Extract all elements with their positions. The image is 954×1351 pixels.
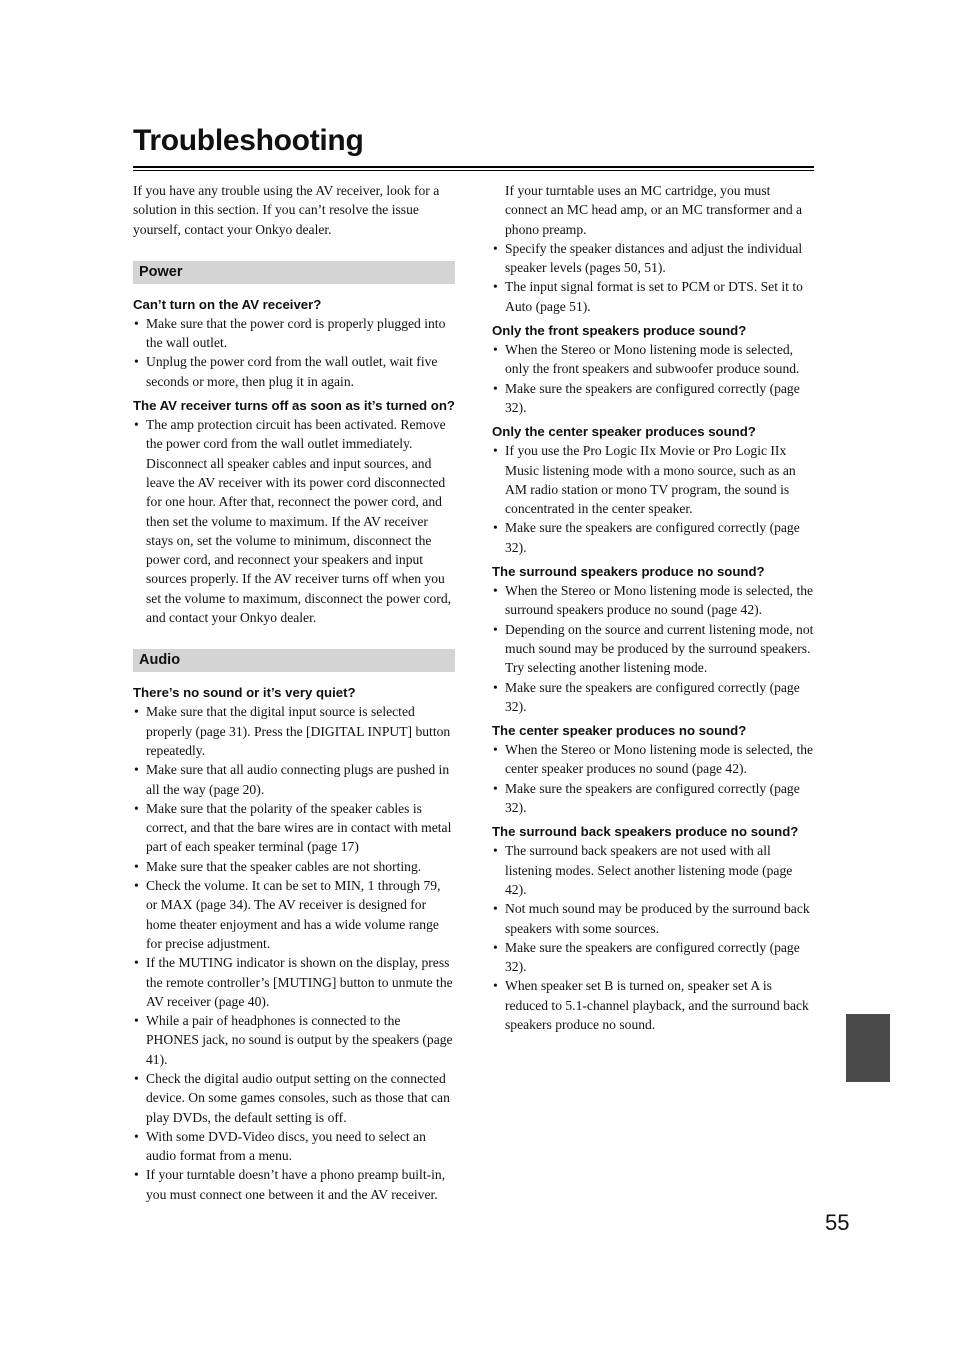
answer-list xyxy=(492,340,815,417)
answer-list xyxy=(492,581,815,716)
list-item-continuation: If your turntable uses an MC cartridge, you must connect an MC head amp, or an MC transformer and a phono preamp. xyxy=(505,183,803,237)
question-no-sound: There’s no sound or it’s very quiet? xyxy=(133,685,356,701)
answer-list xyxy=(133,314,455,391)
question-surround-back-no-sound: The surround back speakers produce no sound? xyxy=(492,824,799,840)
list-item: • Specify the speaker distances and adjust the individual speaker levels (pages 50, 51). xyxy=(492,239,815,278)
intro-paragraph: If you have any trouble using the AV receiver, look for a solution in this section. If you can’t resolve the issue yourself, contact your Onkyo dealer. xyxy=(133,183,440,237)
list-item: • Depending on the source and current listening mode, not much sound may be produced by the surround speakers. Try selecting another listening mode. xyxy=(492,620,815,678)
question-turns-off: The AV receiver turns off as soon as it’s turned on? xyxy=(133,398,455,414)
question-surround-no-sound: The surround speakers produce no sound? xyxy=(492,564,765,580)
list-item: • Make sure the speakers are configured correctly (page 32). xyxy=(492,678,815,717)
chapter-tab-marker xyxy=(846,1014,890,1082)
question-only-front: Only the front speakers produce sound? xyxy=(492,323,747,339)
list-item: • If the MUTING indicator is shown on the display, press the remote controller’s [MUTING] button to unmute the AV receiver (page 40). xyxy=(133,953,455,1011)
list-item: • Make sure that the power cord is properly plugged into the wall outlet. xyxy=(133,314,455,353)
list-item: • Not much sound may be produced by the surround back speakers with some sources. xyxy=(492,899,815,938)
list-item: • Check the volume. It can be set to MIN, 1 through 79, or MAX (page 34). The AV receiver is designed for home theater enjoyment and has a wide volume range for precise adjustment. xyxy=(133,876,455,953)
list-item: • Make sure the speakers are configured correctly (page 32). xyxy=(492,779,815,818)
answer-list xyxy=(492,841,815,1034)
answer-list xyxy=(133,702,455,1204)
list-item: • Unplug the power cord from the wall outlet, wait five seconds or more, then plug it in again. xyxy=(133,352,455,391)
list-item: • If you use the Pro Logic IIx Movie or Pro Logic IIx Music listening mode with a mono source, such as an AM radio station or mono TV program, the sound is concentrated in the center speaker. xyxy=(492,441,815,518)
page-number: 55 xyxy=(825,1210,850,1235)
list-item: • When the Stereo or Mono listening mode is selected, only the front speakers and subwoofer produce sound. xyxy=(492,340,815,379)
question-cant-turn-on: Can’t turn on the AV receiver? xyxy=(133,296,322,312)
answer-list xyxy=(133,415,455,627)
list-item: • The surround back speakers are not used with all listening modes. Select another listening mode (page 42). xyxy=(492,841,815,899)
list-item: • When speaker set B is turned on, speaker set A is reduced to 5.1-channel playback, and the surround back speakers produce no sound. xyxy=(492,976,815,1034)
section-heading-audio: Audio xyxy=(133,649,455,672)
list-item: • If your turntable doesn’t have a phono preamp built-in, you must connect one between it and the AV receiver. xyxy=(133,1165,455,1204)
list-item: • Make sure the speakers are configured correctly (page 32). xyxy=(492,518,815,557)
left-column xyxy=(133,181,455,1209)
list-item: • Check the digital audio output setting on the connected device. On some games consoles, such as those that can play DVDs, the default setting is off. xyxy=(133,1069,455,1127)
section-heading-power: Power xyxy=(133,261,455,284)
list-item: • With some DVD-Video discs, you need to select an audio format from a menu. xyxy=(133,1127,455,1166)
question-only-center: Only the center speaker produces sound? xyxy=(492,424,756,440)
answer-list xyxy=(492,740,815,817)
list-item: • Make sure that the speaker cables are not shorting. xyxy=(133,857,455,876)
question-center-no-sound: The center speaker produces no sound? xyxy=(492,723,747,739)
right-column xyxy=(492,181,815,1039)
list-item: • When the Stereo or Mono listening mode is selected, the center speaker produces no sound (page 42). xyxy=(492,740,815,779)
title-divider xyxy=(133,166,814,171)
list-item: • The input signal format is set to PCM or DTS. Set it to Auto (page 51). xyxy=(492,277,815,316)
list-item: • Make sure the speakers are configured correctly (page 32). xyxy=(492,938,815,977)
answer-list xyxy=(492,441,815,557)
list-item: • When the Stereo or Mono listening mode is selected, the surround speakers produce no sound (page 42). xyxy=(492,581,815,620)
list-item: • Make sure that the digital input source is selected properly (page 31). Press the [DIGITAL INPUT] button repeatedly. xyxy=(133,702,455,760)
list-item: • Make sure that the polarity of the speaker cables is correct, and that the bare wires are in contact with metal part of each speaker terminal (page 17) xyxy=(133,799,455,857)
list-item: • Make sure that all audio connecting plugs are pushed in all the way (page 20). xyxy=(133,760,455,799)
list-item: • While a pair of headphones is connected to the PHONES jack, no sound is output by the speakers (page 41). xyxy=(133,1011,455,1069)
list-item: • The amp protection circuit has been activated. Remove the power cord from the wall outlet immediately. Disconnect all speaker cables and input sources, and leave the AV receiver with its power cord disconnected for one hour. After that, reconnect the power cord, and then set the volume to maximum. If the AV receiver stays on, set the volume to minimum, disconnect the power cord, and reconnect your speakers and input sources properly. If the AV receiver turns off when you set the volume to maximum, disconnect the power cord, and contact your Onkyo dealer. xyxy=(133,415,455,627)
list-item: • Make sure the speakers are configured correctly (page 32). xyxy=(492,379,815,418)
page-title: Troubleshooting xyxy=(133,124,364,157)
answer-list xyxy=(492,239,815,316)
